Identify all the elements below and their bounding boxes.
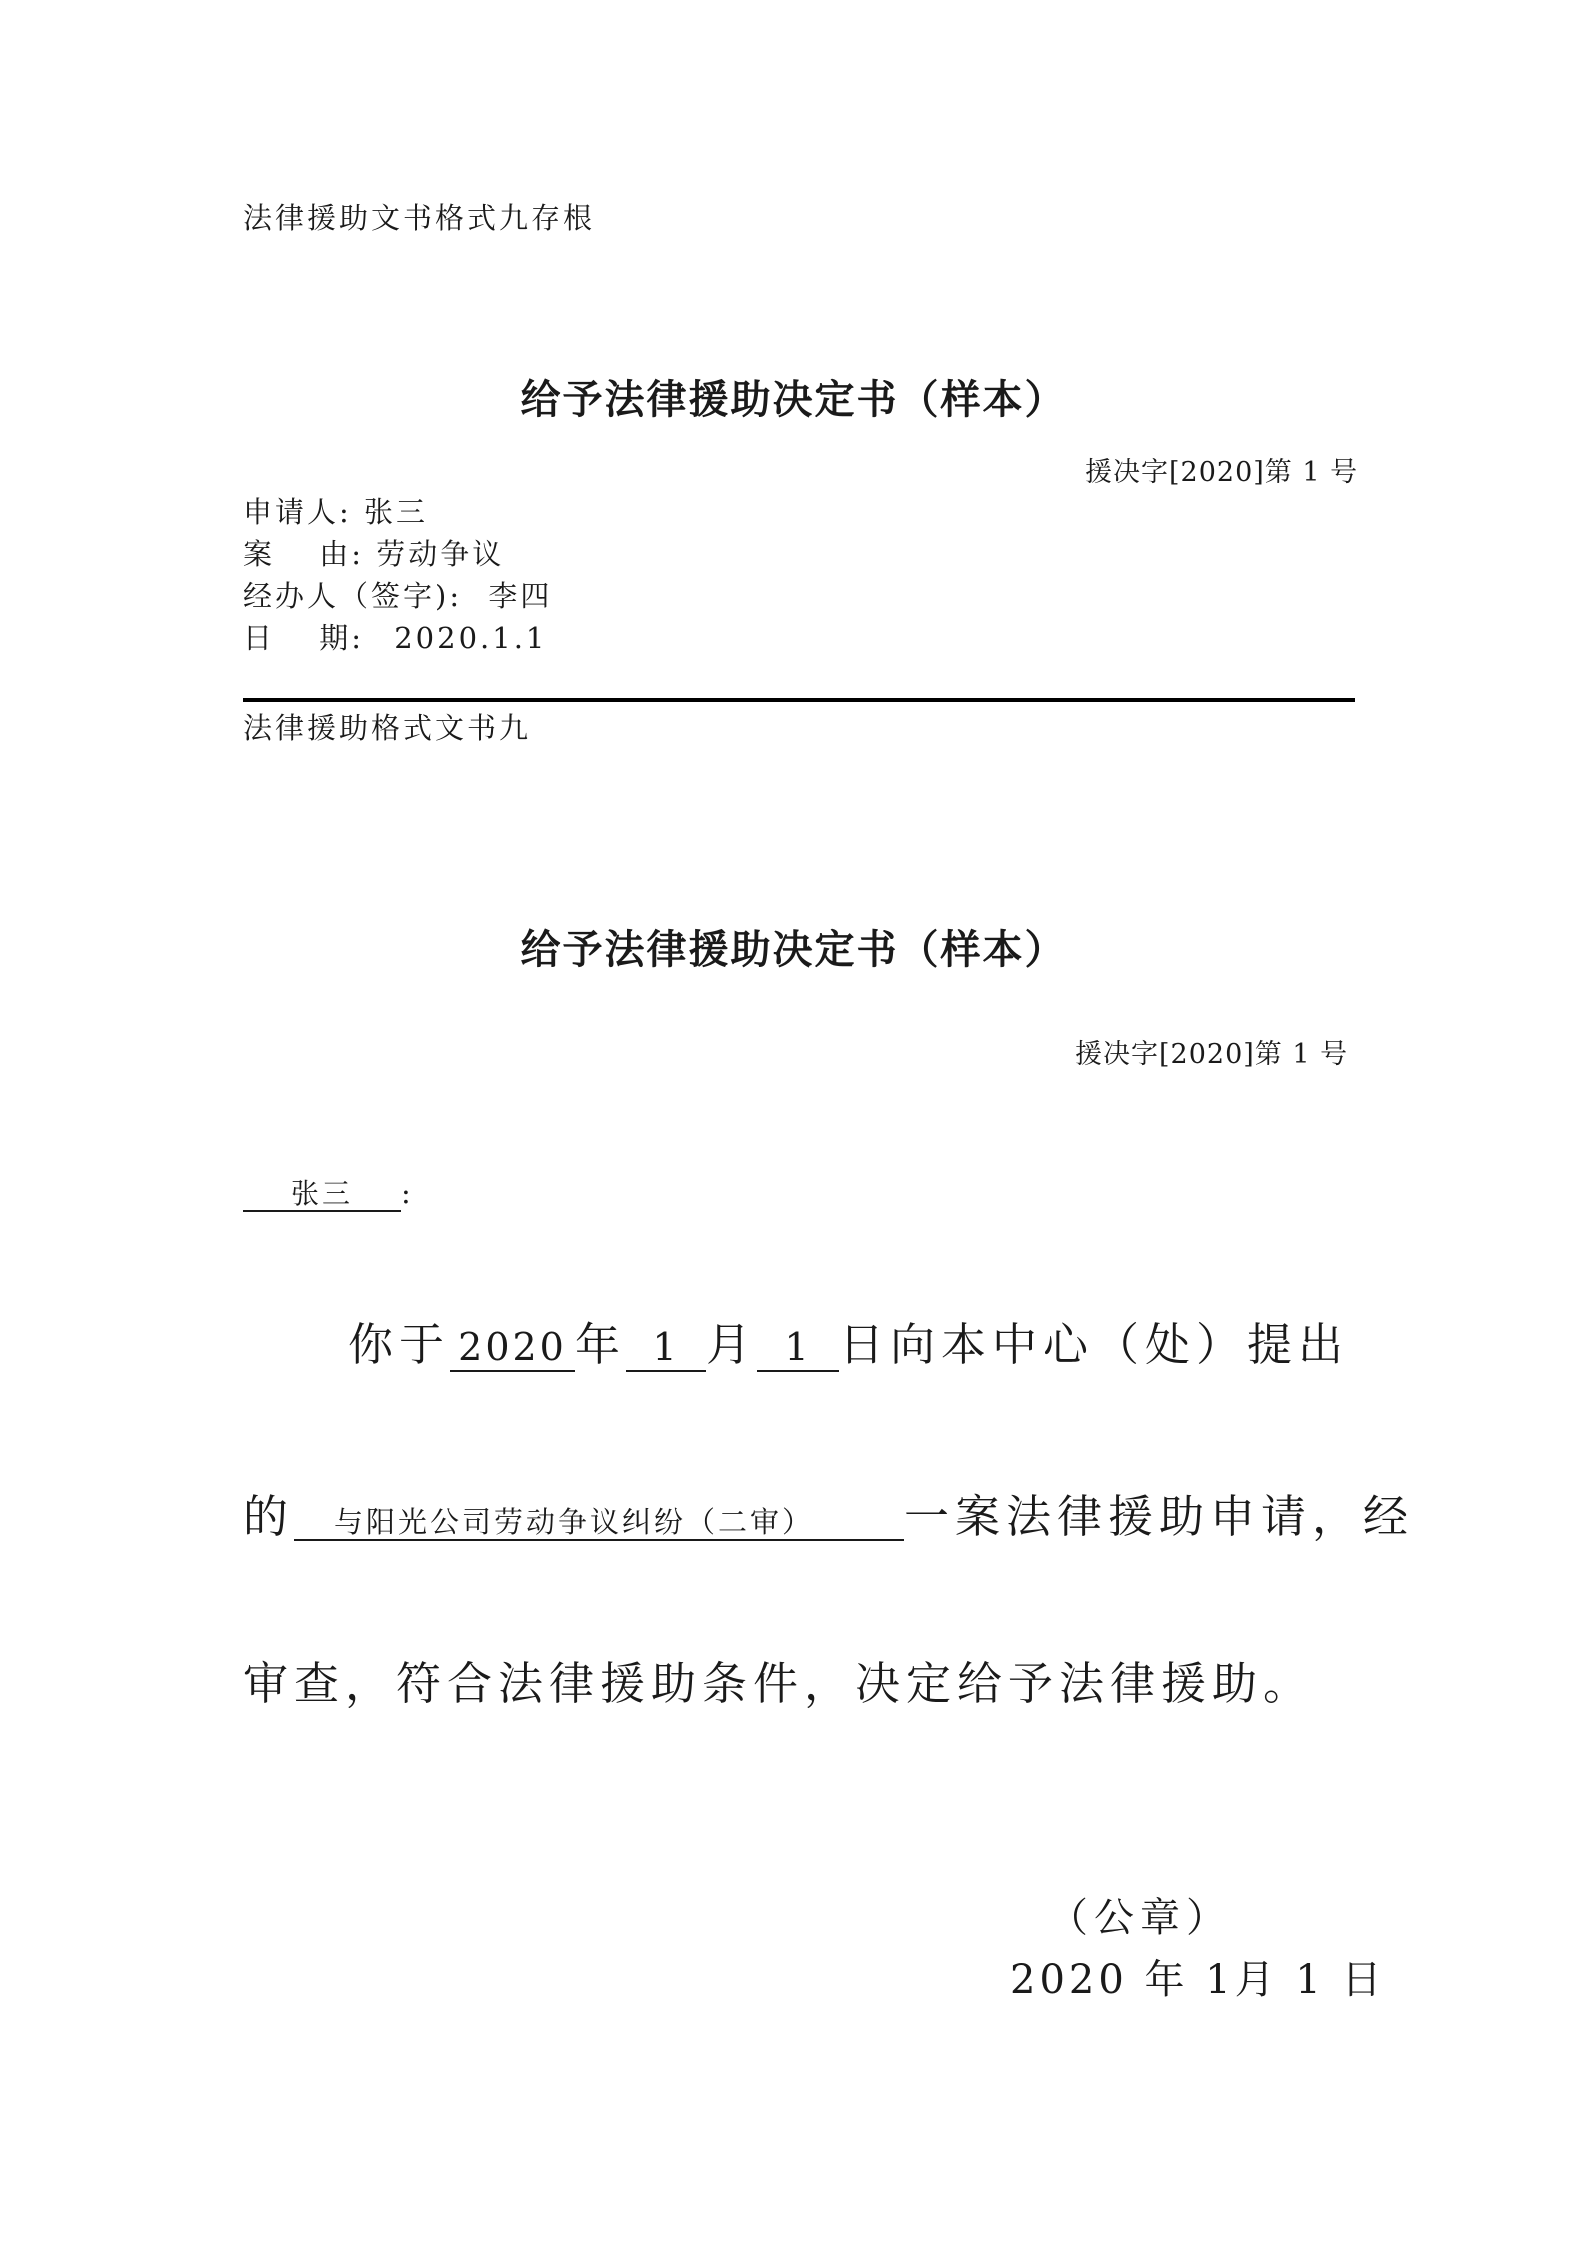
sign-date: 2020 年 1月 1 日 [1010, 1957, 1386, 2003]
separator-line [243, 698, 1355, 702]
paragraph-line-3: 审查，符合法律援助条件，决定给予法律援助。 [243, 1657, 1315, 1710]
stub-title: 给予法律援助决定书（样本） [520, 377, 1067, 423]
stub-applicant-row [243, 490, 428, 531]
stub-handler-label: 经办人（签字): [243, 579, 463, 613]
p1-prefix: 你于 [348, 1318, 451, 1371]
stub-case-value: 劳动争议 [376, 537, 505, 571]
stub-date-value: 2020.1.1 [394, 621, 548, 655]
main-header: 法律援助格式文书九 [243, 711, 532, 745]
paragraph-line-1 [348, 1308, 1349, 1373]
addressee-line [243, 1176, 414, 1212]
stub-applicant-label: 申请人: [243, 495, 352, 529]
main-ref-no: 援决字[2020]第 1 号 [1075, 1039, 1349, 1070]
stub-case-label: 案 由: [243, 537, 364, 571]
applied-month: 1 [626, 1326, 706, 1372]
stub-applicant-value: 张三 [364, 495, 429, 529]
stub-date-label: 日 期: [243, 621, 364, 655]
applied-day: 1 [757, 1326, 839, 1372]
year-unit: 年 [575, 1318, 627, 1371]
stub-ref-no: 援决字[2020]第 1 号 [1085, 457, 1359, 488]
applied-year: 2020 [450, 1326, 575, 1372]
paragraph-line-2 [243, 1480, 1414, 1545]
stub-date-row [243, 616, 547, 657]
official-seal-label: （公章） [1048, 1895, 1232, 1941]
stub-header: 法律援助文书格式九存根 [243, 201, 596, 235]
stub-case-row [243, 532, 504, 573]
stub-handler-row [243, 574, 552, 615]
addressee-name: 张三 [243, 1178, 401, 1212]
p2-suffix: 一案法律援助申请，经 [904, 1490, 1415, 1543]
case-description: 与阳光公司劳动争议纠纷（二审） [294, 1506, 904, 1541]
stub-handler-value: 李四 [488, 579, 553, 613]
p2-prefix: 的 [243, 1490, 295, 1543]
p1-suffix: 日向本中心（处）提出 [839, 1318, 1350, 1371]
addressee-colon: : [401, 1176, 414, 1210]
main-title: 给予法律援助决定书（样本） [520, 927, 1067, 973]
month-unit: 月 [706, 1318, 758, 1371]
